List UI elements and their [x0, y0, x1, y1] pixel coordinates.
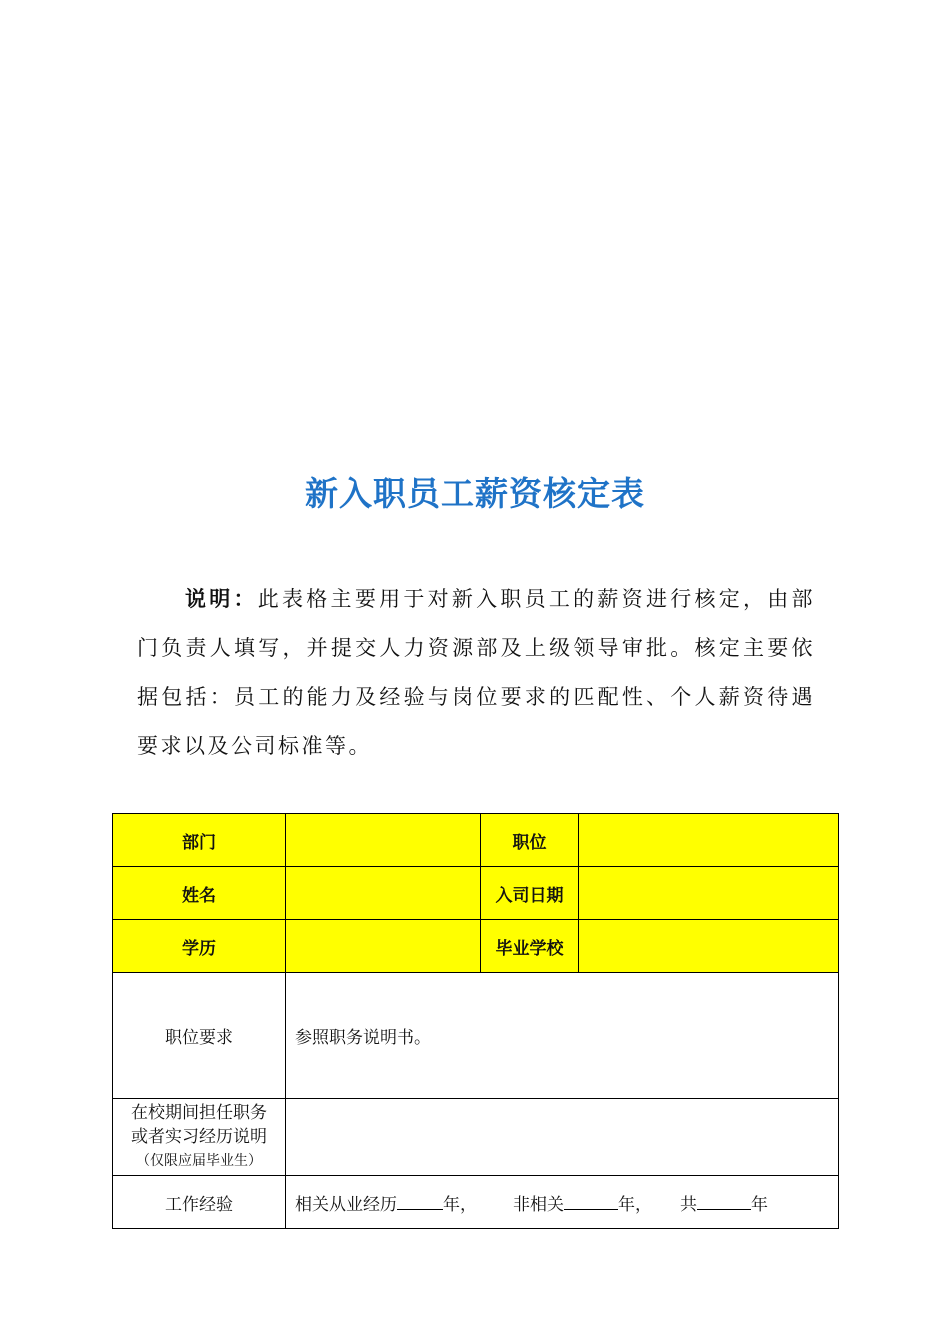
education-label: 学历 — [113, 920, 286, 973]
position-field[interactable] — [579, 814, 839, 867]
join-date-field[interactable] — [579, 867, 839, 920]
department-field[interactable] — [286, 814, 481, 867]
school-label: 毕业学校 — [481, 920, 579, 973]
page-title: 新入职员工薪资核定表 — [305, 474, 645, 513]
requirement-field[interactable]: 参照职务说明书。 — [286, 973, 839, 1099]
exp-unrelated-blank[interactable] — [564, 1191, 618, 1210]
table-row — [113, 1099, 839, 1176]
school-duty-line3: （仅限应届毕业生） — [136, 1153, 262, 1169]
table-row — [113, 1176, 839, 1229]
exp-year3-label: 年 — [751, 1194, 768, 1215]
exp-unrelated-label: 非相关 — [513, 1194, 564, 1215]
experience-field — [286, 1176, 839, 1229]
education-field[interactable] — [286, 920, 481, 973]
table-row — [113, 867, 839, 920]
requirement-label: 职位要求 — [113, 973, 286, 1099]
description-text: 此表格主要用于对新入职员工的薪资进行核定，由部门负责人填写，并提交人力资源部及上级领导审批。核定主要依据包括：员工的能力及经验与岗位要求的匹配性、个人薪资待遇要求以及公司标准等。 — [137, 587, 815, 758]
exp-year2-label: 年， — [618, 1194, 652, 1215]
experience-label: 工作经验 — [113, 1176, 286, 1229]
name-label: 姓名 — [113, 867, 286, 920]
description-label: 说明： — [185, 586, 258, 611]
join-date-label: 入司日期 — [481, 867, 579, 920]
exp-related-label: 相关从业经历 — [295, 1194, 397, 1215]
exp-related-blank[interactable] — [397, 1191, 443, 1210]
school-duty-label — [113, 1099, 286, 1176]
exp-total-blank[interactable] — [697, 1191, 751, 1210]
department-label: 部门 — [113, 814, 286, 867]
table-row — [113, 814, 839, 867]
school-duty-line2: 或者实习经历说明 — [131, 1127, 267, 1147]
school-field[interactable] — [579, 920, 839, 973]
salary-form-table — [112, 813, 839, 1229]
table-row — [113, 920, 839, 973]
exp-total-label: 共 — [680, 1194, 697, 1215]
school-duty-line1: 在校期间担任职务 — [131, 1103, 267, 1123]
exp-year1-label: 年， — [443, 1194, 477, 1215]
table-row — [113, 973, 839, 1099]
school-duty-field[interactable] — [286, 1099, 839, 1176]
name-field[interactable] — [286, 867, 481, 920]
description-paragraph — [137, 574, 815, 771]
position-label: 职位 — [481, 814, 579, 867]
